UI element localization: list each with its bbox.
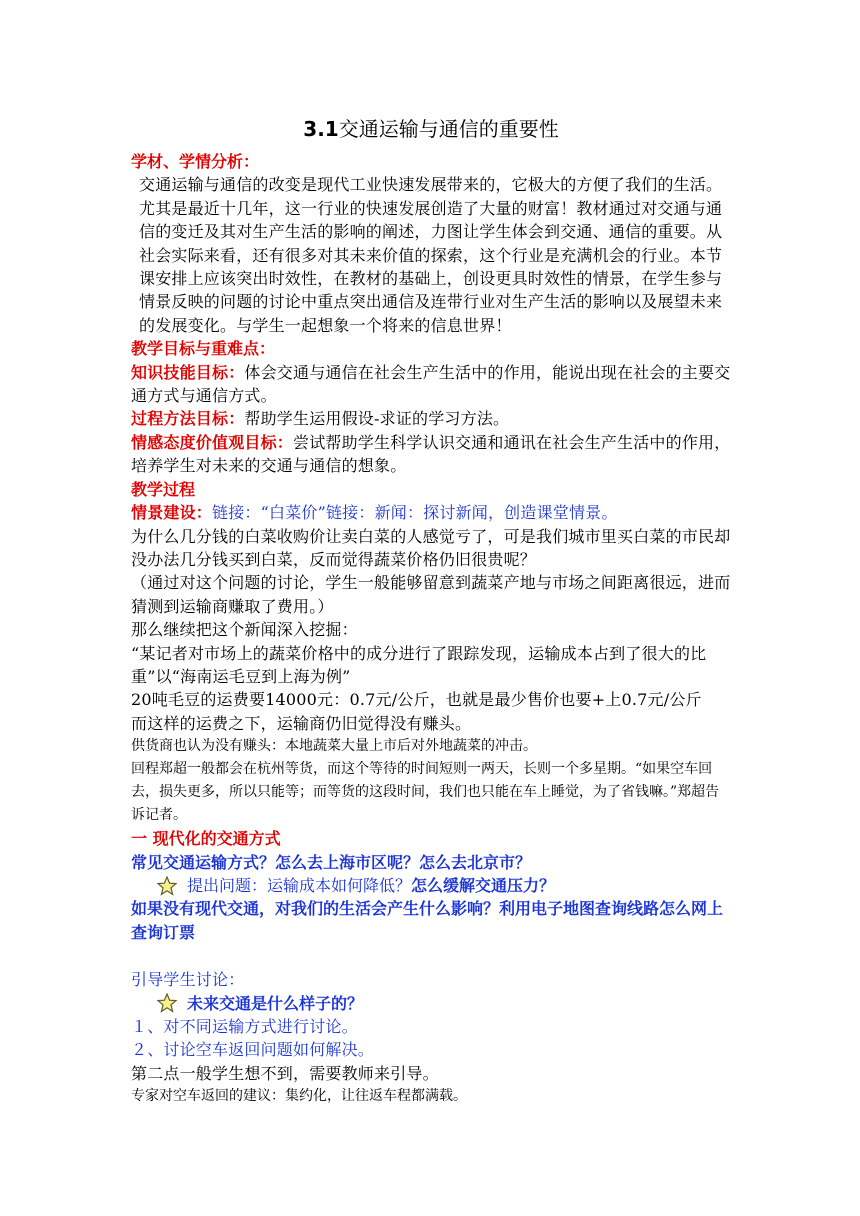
teacher-guide-note: 第二点一般学生想不到，需要教师来引导。 (131, 1063, 439, 1083)
discussion-item-1: １、对不同运输方式进行讨论。 (131, 1017, 358, 1036)
news-freight: 20吨毛豆的运费要14000元：0.7元/公斤，也就是最少售价也要+上0.7元/公斤 (131, 690, 702, 710)
star-bullet-icon (157, 993, 177, 1013)
goal-process-text: 帮助学生运用假设-求证的学习方法。 (244, 409, 510, 429)
heading-process: 教学过程 (131, 479, 196, 499)
dig-deeper: 那么继续把这个新闻深入挖掘： (131, 620, 358, 640)
question-no-modern: 如果没有现代交通，对我们的生活会产生什么影响？利用电子地图查询线路怎么网上查询订票 (131, 899, 724, 942)
expert-suggestion: 专家对空车返回的建议：集约化，让往返车程都满载。 (131, 1088, 467, 1105)
scene-label: 情景建设： (131, 503, 213, 523)
future-question-row (131, 992, 731, 1015)
question-paragraph: 为什么几分钱的白菜收购价让卖白菜的人感觉亏了，可是我们城市里买白菜的市民却没办法几分钱买到白菜，反而觉得蔬菜价格仍旧很贵呢？ (131, 526, 731, 569)
goal-emotion (131, 431, 731, 478)
discussion-note: （通过对这个问题的讨论，学生一般能够留意到蔬菜产地与市场之间距离很远，进而猜测到运输商赚取了费用。） (131, 573, 731, 616)
heading-modern-transport: 一 现代化的交通方式 (131, 829, 281, 849)
news-supplier: 供货商也认为没有赚头：本地蔬菜大量上市后对外地蔬菜的冲击。 (131, 738, 537, 755)
scene-line (131, 501, 731, 524)
goal-process-label: 过程方法目标： (131, 409, 245, 429)
question-common-transport: 常见交通运输方式？怎么去上海市区呢？怎么去北京市？ (131, 852, 532, 872)
goal-process (131, 407, 731, 430)
star-bullet-icon (157, 876, 177, 896)
title-text: 交通运输与通信的重要性 (338, 117, 559, 141)
scene-links[interactable]: 链接：“白菜价”链接：新闻：探讨新闻，创造课堂情景。 (212, 503, 618, 523)
news-quote: “某记者对市场上的蔬菜价格中的成分进行了跟踪发现，运输成本占到了很大的比重”以“海南运毛豆到上海为例” (131, 643, 707, 686)
page-title (131, 116, 731, 142)
raise-question-bold: 怎么缓解交通压力？ (411, 875, 556, 895)
news-no-profit: 而这样的运费之下，运输商仍旧觉得没有赚头。 (131, 713, 472, 733)
goal-knowledge-label: 知识技能目标： (131, 362, 245, 382)
goal-knowledge-text: 体会交通与通信在社会生产生活中的作用，能说出现在社会的主要交通方式与通信方式。 (131, 362, 731, 406)
raise-question-row (131, 874, 731, 897)
heading-goals: 教学目标与重难点： (131, 339, 276, 359)
goal-emotion-text: 尝试帮助学生科学认识交通和通讯在社会生产生活中的作用，培养学生对未来的交通与通信的想象。 (131, 432, 731, 476)
discussion-item-2: ２、讨论空车返回问题如何解决。 (131, 1040, 375, 1060)
goal-knowledge (131, 361, 731, 408)
news-return-trip: 回程郑超一般都会在杭州等货，而这个等待的时间短则一两天，长则一个多星期。“如果空车回去，损失更多，所以只能等；而等货的这段时间，我们也只能在车上睡觉，为了省钱嘛。”郑超告诉记者。 (131, 761, 720, 824)
goal-emotion-label: 情感态度价值观目标： (131, 432, 294, 452)
analysis-paragraph: 交通运输与通信的改变是现代工业快速发展带来的，它极大的方便了我们的生活。尤其是最近十几年，这一行业的快速发展创造了大量的财富！教材通过对交通与通信的变迁及其对生产生活的影响的阐述，力图让学生体会到交通、通信的重要。从社会实际来看，还有很多对其未来价值的探索，这个行业是充满机会的行业。本节课安排上应该突出时效性，在教材的基础上，创设更具时效性的情景，在学生参与情景反映的问题的讨论中重点突出通信及连带行业对生产生活的影响以及展望未来的发展变化。与学生一起想象一个将来的信息世界！ (139, 175, 723, 335)
heading-analysis: 学材、学情分析： (131, 152, 260, 171)
document-page (131, 116, 731, 1108)
guide-discussion-label: 引导学生讨论： (131, 970, 245, 990)
title-number: 3.1 (303, 117, 339, 141)
future-question-text: 未来交通是什么样子的？ (187, 993, 364, 1013)
raise-question-text: 提出问题：运输成本如何降低？ (187, 875, 412, 895)
